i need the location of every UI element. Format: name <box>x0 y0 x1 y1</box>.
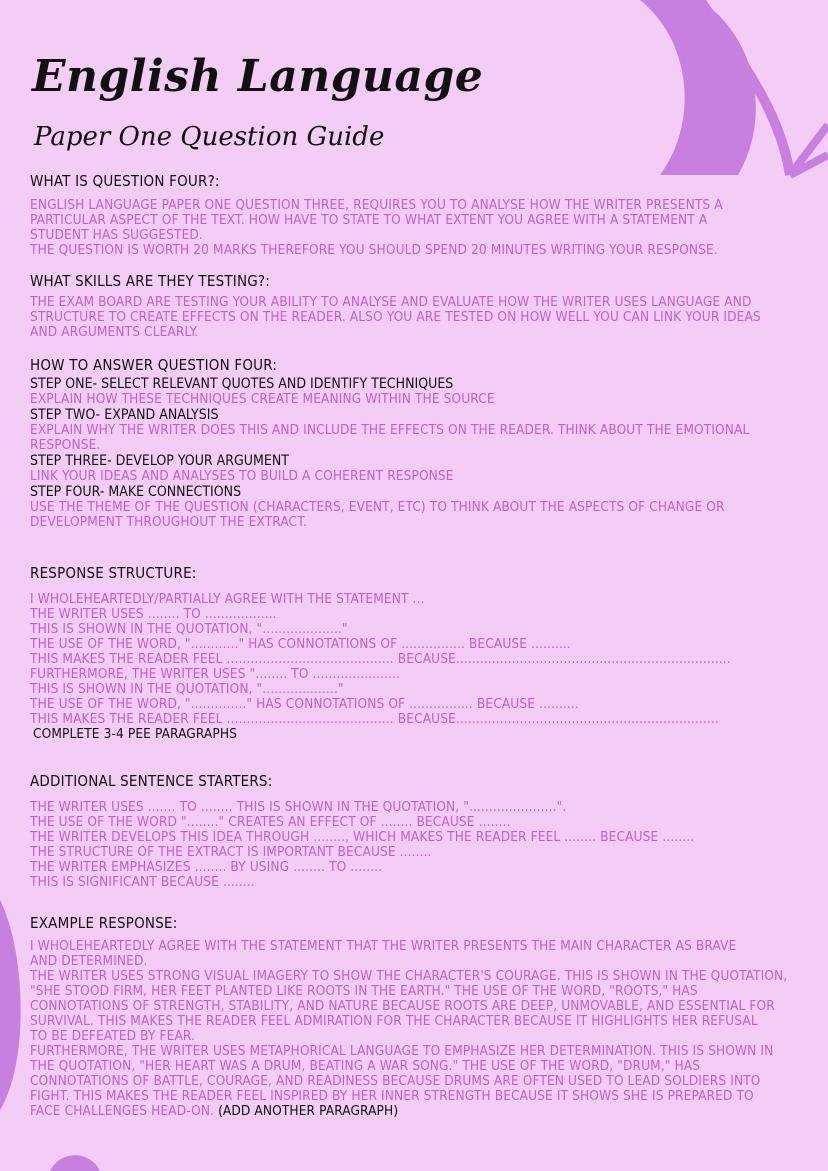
starter-line: THE WRITER EMPHASIZES ........ BY USING ........ TO ........ <box>30 859 383 875</box>
section-response-structure <box>30 564 800 742</box>
section-sentence-starters <box>30 772 800 890</box>
add-paragraph-note: (ADD ANOTHER PARAGRAPH) <box>218 1103 399 1119</box>
example-line: THE WRITER USES STRONG VISUAL IMAGERY TO SHOW THE CHARACTER'S COURAGE. THIS IS SHOWN IN THE QUOTATION, <box>30 968 788 984</box>
step-three-title: STEP THREE- DEVELOP YOUR ARGUMENT <box>30 453 289 469</box>
text-line: AND ARGUMENTS CLEARLY. <box>30 324 199 340</box>
example-line: CONNOTATIONS OF BATTLE, COURAGE, AND READINESS BECAUSE DRUMS ARE OFTEN USED TO LEAD SOLDIERS INTO <box>30 1073 761 1089</box>
step-two-text: EXPLAIN WHY THE WRITER DOES THIS AND INCLUDE THE EFFECTS ON THE READER. THINK ABOUT THE EMOTIONAL <box>30 422 750 438</box>
text-line: THE QUESTION IS WORTH 20 MARKS THEREFORE YOU SHOULD SPEND 20 MINUTES WRITING YOUR RESPONSE. <box>30 242 718 258</box>
step-three-text: LINK YOUR IDEAS AND ANALYSES TO BUILD A COHERENT RESPONSE <box>30 468 454 484</box>
starter-line: THE USE OF THE WORD "........" CREATES AN EFFECT OF ........ BECAUSE ........ <box>30 814 511 830</box>
section-heading: RESPONSE STRUCTURE: <box>30 564 197 582</box>
template-line: I WHOLEHEARTEDLY/PARTIALLY AGREE WITH THE STATEMENT ... <box>30 591 425 607</box>
section-heading: ADDITIONAL SENTENCE STARTERS: <box>30 772 273 790</box>
section-skills <box>30 272 800 340</box>
example-line: TO BE DEFEATED BY FEAR. <box>30 1028 195 1044</box>
starter-line: THE STRUCTURE OF THE EXTRACT IS IMPORTANT BECAUSE ........ <box>30 844 432 860</box>
starter-line: THE WRITER USES ....... TO ........ THIS IS SHOWN IN THE QUOTATION, "......................". <box>30 799 567 815</box>
section-example-response <box>30 914 800 1119</box>
section-heading: EXAMPLE RESPONSE: <box>30 914 178 932</box>
text-line: PARTICULAR ASPECT OF THE TEXT. HOW HAVE TO STATE TO WHAT EXTENT YOU AGREE WITH A STATEMENT A <box>30 212 708 228</box>
step-two-title: STEP TWO- EXPAND ANALYSIS <box>30 407 219 423</box>
template-line: THIS MAKES THE READER FEEL .......................................... BECAUSE.................................................................. <box>30 711 719 727</box>
starter-line: THIS IS SIGNIFICANT BECAUSE ........ <box>30 874 255 890</box>
example-line: AND DETERMINED. <box>30 953 148 969</box>
text-line: STUDENT HAS SUGGESTED. <box>30 227 203 243</box>
section-heading: WHAT IS QUESTION FOUR?: <box>30 172 220 190</box>
example-line: I WHOLEHEARTEDLY AGREE WITH THE STATEMENT THAT THE WRITER PRESENTS THE MAIN CHARACTER AS BRAVE <box>30 938 737 954</box>
section-how-to-answer <box>30 356 800 530</box>
step-two-text: RESPONSE. <box>30 437 101 453</box>
text-line: THE EXAM BOARD ARE TESTING YOUR ABILITY TO ANALYSE AND EVALUATE HOW THE WRITER USES LANGUAGE AND <box>30 294 752 310</box>
right-decor-diagonal <box>790 125 828 175</box>
template-line: THE WRITER USES ........ TO .................. <box>30 606 277 622</box>
text-line: ENGLISH LANGUAGE PAPER ONE QUESTION THREE, REQUIRES YOU TO ANALYSE HOW THE WRITER PRESENTS A <box>30 197 723 213</box>
starter-line: THE WRITER DEVELOPS THIS IDEA THROUGH ........, WHICH MAKES THE READER FEEL ........ BECAUSE ........ <box>30 829 695 845</box>
template-line: THE USE OF THE WORD, "............" HAS CONNOTATIONS OF ................ BECAUSE .......... <box>30 636 571 652</box>
page-title: English Language <box>32 51 484 102</box>
section-heading: HOW TO ANSWER QUESTION FOUR: <box>30 356 278 374</box>
template-line: FURTHERMORE, THE WRITER USES "........ TO ...................... <box>30 666 401 682</box>
template-line: THIS MAKES THE READER FEEL .......................................... BECAUSE..................................................................... <box>30 651 731 667</box>
example-line: SURVIVAL. THIS MAKES THE READER FEEL ADMIRATION FOR THE CHARACTER BECAUSE IT HIGHLIGHTS HER REFUSAL <box>30 1013 758 1029</box>
example-line: FURTHERMORE, THE WRITER USES METAPHORICAL LANGUAGE TO EMPHASIZE HER DETERMINATION. THIS IS SHOWN IN <box>30 1043 774 1059</box>
bottom-decor-shape <box>50 1155 100 1171</box>
step-one-text: EXPLAIN HOW THESE TECHNIQUES CREATE MEANING WITHIN THE SOURCE <box>30 391 495 407</box>
example-line-end: FACE CHALLENGES HEAD-ON. <box>30 1103 215 1119</box>
step-four-title: STEP FOUR- MAKE CONNECTIONS <box>30 484 242 500</box>
template-line: THE USE OF THE WORD, ".............." HAS CONNOTATIONS OF ................ BECAUSE .......... <box>30 696 579 712</box>
step-four-text: USE THE THEME OF THE QUESTION (CHARACTERS, EVENT, ETC) TO THINK ABOUT THE ASPECTS OF CHANGE OR <box>30 499 725 515</box>
left-decor-shape <box>0 900 21 1110</box>
step-four-text: DEVELOPMENT THROUGHOUT THE EXTRACT. <box>30 514 308 530</box>
text-line: STRUCTURE TO CREATE EFFECTS ON THE READER. ALSO YOU ARE TESTED ON HOW WELL YOU CAN LINK YOUR IDEAS <box>30 309 761 325</box>
example-last-line <box>30 1104 800 1119</box>
example-line: "SHE STOOD FIRM, HER FEET PLANTED LIKE ROOTS IN THE EARTH." THE USE OF THE WORD, "ROOTS," HAS <box>30 983 698 999</box>
template-line: THIS IS SHOWN IN THE QUOTATION, "..................." <box>30 681 344 697</box>
example-line: CONNOTATIONS OF STRENGTH, STABILITY, AND NATURE BECAUSE ROOTS ARE DEEP, UNMOVABLE, AND ESSENTIAL FOR <box>30 998 775 1014</box>
section-question-four <box>30 172 800 258</box>
top-right-decor-curve <box>700 0 790 175</box>
example-line: THE QUOTATION, "HER HEART WAS A DRUM, BEATING A WAR SONG." THE USE OF THE WORD, "DRUM," HAS <box>30 1058 701 1074</box>
top-right-decor-shape <box>640 0 756 175</box>
page-subtitle: Paper One Question Guide <box>34 122 385 152</box>
step-one-title: STEP ONE- SELECT RELEVANT QUOTES AND IDENTIFY TECHNIQUES <box>30 376 454 392</box>
paragraph-note: COMPLETE 3-4 PEE PARAGRAPHS <box>33 726 238 742</box>
section-heading: WHAT SKILLS ARE THEY TESTING?: <box>30 272 271 290</box>
example-line: FIGHT. THIS MAKES THE READER FEEL INSPIRED BY HER INNER STRENGTH BECAUSE IT SHOWS SHE IS PREPARED TO <box>30 1088 754 1104</box>
template-line: THIS IS SHOWN IN THE QUOTATION, "...................." <box>30 621 348 637</box>
